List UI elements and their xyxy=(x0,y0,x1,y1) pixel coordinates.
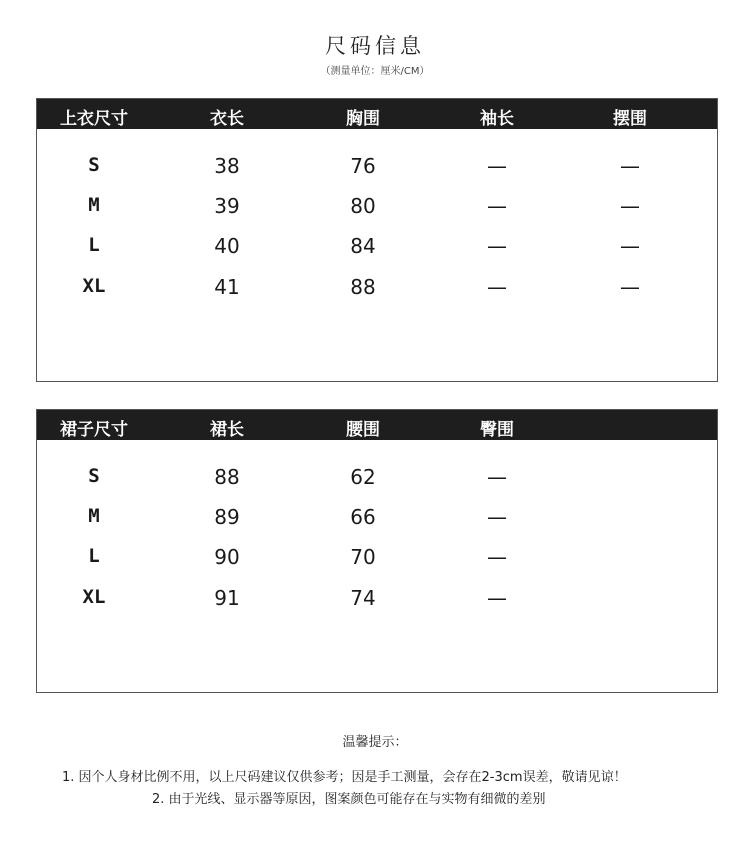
size-cell: M xyxy=(88,194,100,216)
value-cell: — xyxy=(487,545,507,569)
header-cell: 衣长 xyxy=(210,109,244,129)
value-cell: 66 xyxy=(350,505,376,529)
header-cell: 臀围 xyxy=(480,420,514,440)
value-cell: 38 xyxy=(214,154,240,178)
value-cell: — xyxy=(487,465,507,489)
note-line-2: 2. 由于光线、显示器等原因，图案颜色可能存在与实物有细微的差别 xyxy=(152,792,546,807)
table-row xyxy=(37,275,717,315)
notes-title: 温馨提示： xyxy=(342,735,408,750)
value-cell: — xyxy=(620,234,640,258)
size-cell: XL xyxy=(82,275,106,297)
table-row xyxy=(37,194,717,234)
value-cell: 91 xyxy=(214,586,240,610)
table-header xyxy=(37,99,717,129)
value-cell: — xyxy=(620,194,640,218)
value-cell: 90 xyxy=(214,545,240,569)
size-cell: L xyxy=(88,234,100,256)
value-cell: — xyxy=(487,154,507,178)
value-cell: 39 xyxy=(214,194,240,218)
value-cell: 80 xyxy=(350,194,376,218)
table-row xyxy=(37,545,717,585)
value-cell: — xyxy=(487,275,507,299)
table-row xyxy=(37,234,717,274)
value-cell: — xyxy=(487,194,507,218)
value-cell: — xyxy=(620,275,640,299)
value-cell: 84 xyxy=(350,234,376,258)
value-cell: 40 xyxy=(214,234,240,258)
table-row xyxy=(37,465,717,505)
table-header xyxy=(37,410,717,440)
value-cell: — xyxy=(487,234,507,258)
top-size-table xyxy=(36,98,718,382)
header-cell: 袖长 xyxy=(480,109,514,129)
header-cell: 胸围 xyxy=(346,109,380,129)
table-row xyxy=(37,586,717,626)
note-line-1: 1. 因个人身材比例不用，以上尺码建议仅供参考；因是手工测量，会存在2-3cm误差，敬请见谅！ xyxy=(62,770,627,785)
value-cell: 74 xyxy=(350,586,376,610)
size-cell: XL xyxy=(82,586,106,608)
table-row xyxy=(37,154,717,194)
value-cell: 88 xyxy=(350,275,376,299)
value-cell: 70 xyxy=(350,545,376,569)
value-cell: 62 xyxy=(350,465,376,489)
value-cell: 88 xyxy=(214,465,240,489)
value-cell: 89 xyxy=(214,505,240,529)
measurement-unit-note: （测量单位：厘米/CM） xyxy=(320,66,430,77)
header-cell: 裙长 xyxy=(210,420,244,440)
value-cell: 76 xyxy=(350,154,376,178)
size-cell: L xyxy=(88,545,100,567)
page-title: 尺码信息 xyxy=(325,34,425,58)
skirt-size-table xyxy=(36,409,718,693)
value-cell: — xyxy=(487,586,507,610)
size-cell: M xyxy=(88,505,100,527)
value-cell: — xyxy=(487,505,507,529)
size-cell: S xyxy=(88,154,100,176)
header-cell: 裙子尺寸 xyxy=(60,420,128,440)
header-cell: 腰围 xyxy=(346,420,380,440)
value-cell: — xyxy=(620,154,640,178)
header-cell: 摆围 xyxy=(613,109,647,129)
size-cell: S xyxy=(88,465,100,487)
header-cell: 上衣尺寸 xyxy=(60,109,128,129)
value-cell: 41 xyxy=(214,275,240,299)
table-row xyxy=(37,505,717,545)
